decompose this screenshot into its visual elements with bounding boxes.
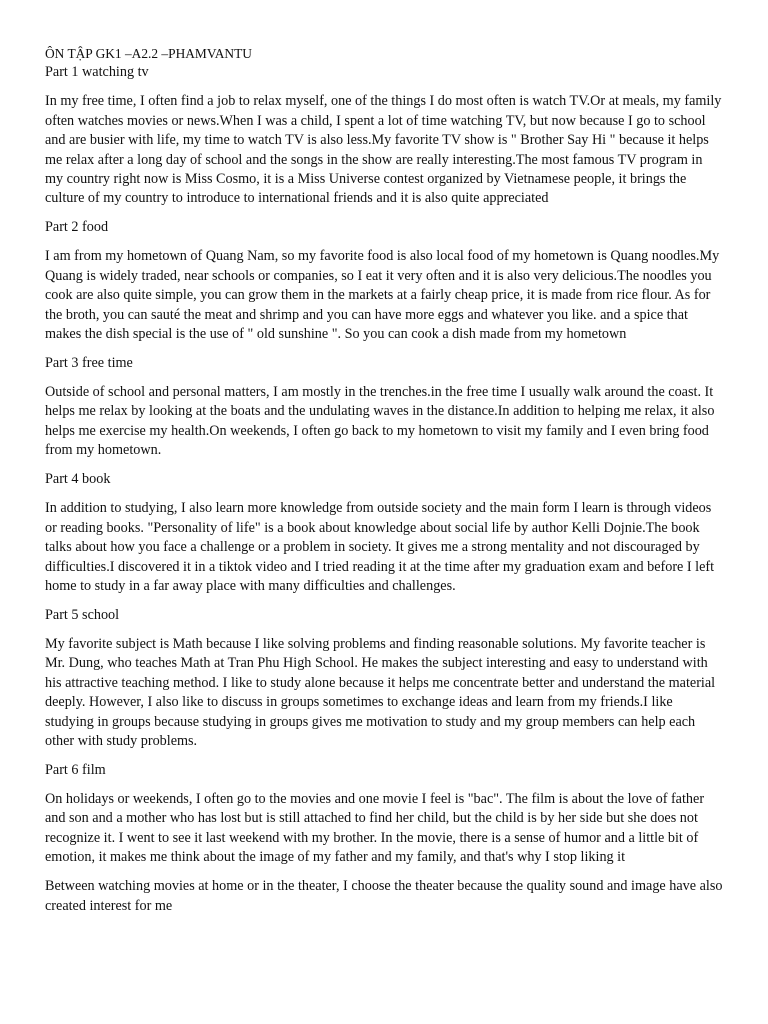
paragraph-watching-tv: In my free time, I often find a job to relax myself, one of the things I do most often is watch TV.Or at meals, my family often watches movies or news.When I was a child, I spent a lot of time watching TV, but now because I go to school and are busier with life, my time to watch TV is also less.My favorite TV show is " Brother Say Hi " because it helps me relax after a long day of school and the songs in the show are really interesting.The most famous TV program in my country right now is Miss Cosmo, it is a Miss Universe contest organized by Vietnamese people, it brings the culture of my country to introduce to international friends and it is also quite appreciated: [45, 93, 722, 207]
section-heading-free-time: Part 3 free time: [45, 355, 133, 372]
section-heading-food: Part 2 food: [45, 219, 109, 236]
paragraph-school: My favorite subject is Math because I like solving problems and finding reasonable solutions. My favorite teacher is Mr. Dung, who teaches Math at Tran Phu High School. He makes the subject interesting and easy to understand with his attractive teaching method. I like to study alone because it helps me concentrate better and understand the material deeply. However, I also like to discuss in groups sometimes to exchange ideas and learn from my friends.I like studying in groups because studying in groups gives me motivation to study and my group members can help each other with study problems.: [45, 635, 716, 749]
section-heading-film: Part 6 film: [45, 761, 106, 778]
paragraph-free-time: Outside of school and personal matters, I am mostly in the trenches.in the free time I usually walk around the coast. It helps me relax by looking at the boats and the undulating waves in the distance.In addition to helping me relax, it also helps me exercise my health.On weekends, I often go back to my hometown to visit my family and I even bring food from my hometown.: [45, 384, 715, 459]
document-title: ÔN TẬP GK1 –A2.2 –PHAMVANTU: [45, 46, 252, 61]
paragraph-book: In addition to studying, I also learn more knowledge from outside society and the main form I learn is through videos or reading books. "Personality of life" is a book about knowledge about social life by author Kelli Dojnie.The book talks about how you face a challenge or a problem in society. It gives me a strong mentality and not discouraged by difficulties.I discovered it in a tiktok video and I tried reading it at the time after my graduation exam and before I left home to study in a far away place with many difficulties and challenges.: [45, 500, 715, 594]
paragraph-film: On holidays or weekends, I often go to the movies and one movie I feel is "bac". The film is about the love of father and son and a mother who has lost but is still attached to find her child, but the child is by her side but she does not recognize it. I went to see it last weekend with my brother. In the movie, there is a sense of humor and a little bit of emotion, it makes me think about the image of my father and my family, and that's why I stop liking it: [45, 790, 705, 866]
paragraph-food: I am from my hometown of Quang Nam, so my favorite food is also local food of my hometown is Quang noodles.My Quang is widely traded, near schools or companies, so I eat it very often and it is also very delicious.The noodles you cook are also quite simple, you can grow them in the markets at a fairly cheap price, it is made from rice flour. As for the broth, you can sauté the meat and shrimp and you can have more eggs and whatever you like. and a spice that makes the dish special is the use of " old sunshine ". So you can cook a dish made from my hometown: [45, 248, 720, 343]
paragraph-film-theater: Between watching movies at home or in the theater, I choose the theater because the quality sound and image have also created interest for me: [45, 878, 723, 914]
section-heading-book: Part 4 book: [45, 471, 111, 488]
section-heading-school: Part 5 school: [45, 606, 120, 623]
section-heading-watching-tv: Part 1 watching tv: [45, 64, 149, 81]
